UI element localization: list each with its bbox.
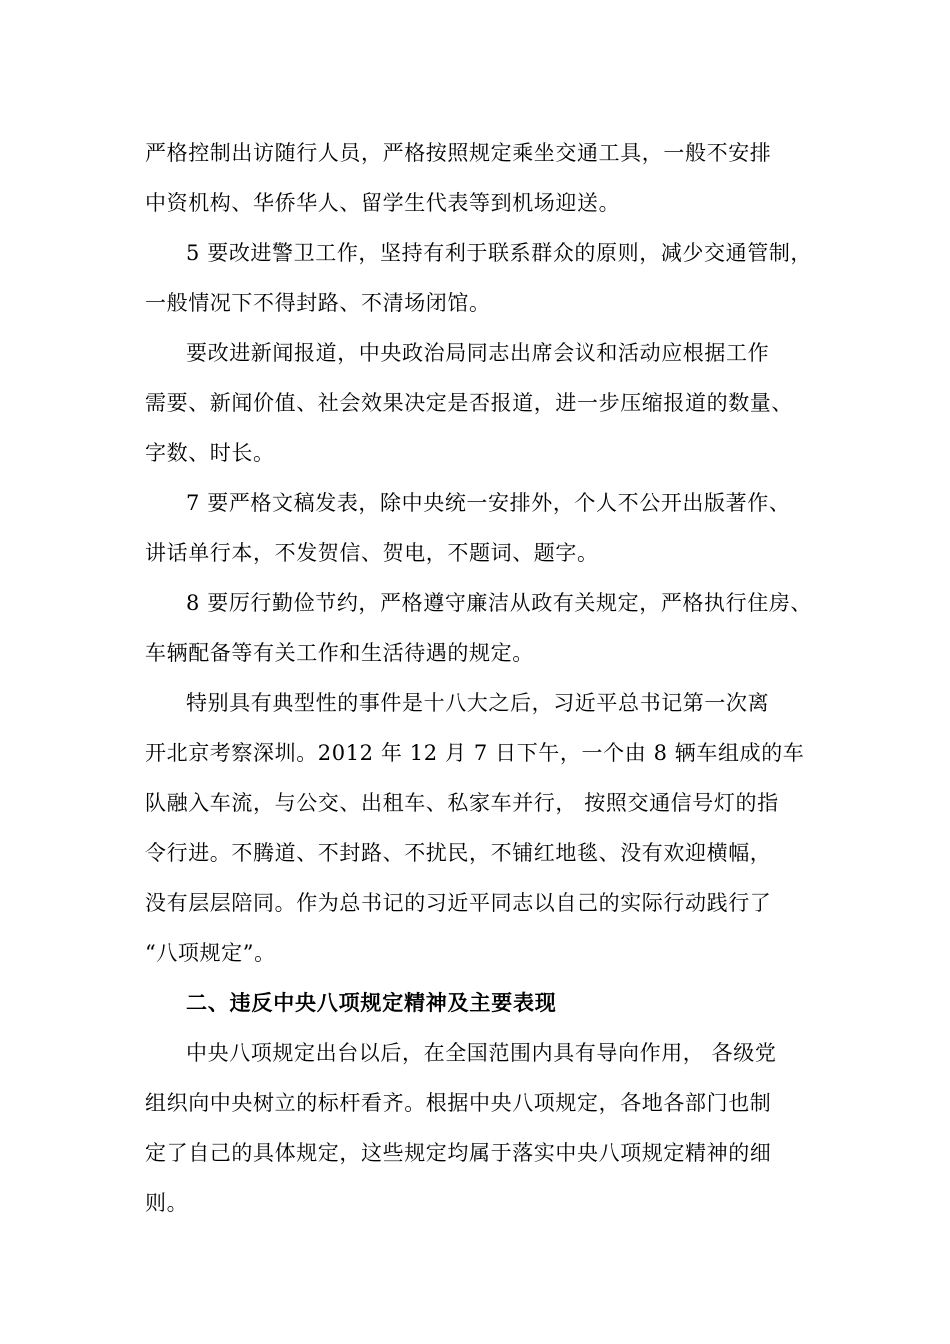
text-line: 令行进。不腾道、不封路、不扰民，不铺红地毯、没有欢迎横幅， (145, 841, 772, 865)
text-line: “八项规定”。 (145, 941, 276, 965)
text-line: 严格控制出访随行人员，严格按照规定乘坐交通工具，一般不安排 (145, 141, 772, 165)
text-line: 一般情况下不得封路、不清场闭馆。 (145, 291, 491, 315)
text-line: 队融入车流，与公交、出租车、私家车并行， 按照交通信号灯的指 (145, 791, 779, 815)
paragraph-section2-line: 中央八项规定出台以后，在全国范围内具有导向作用， 各级党 (186, 1041, 777, 1065)
text-line: 需要、新闻价值、社会效果决定是否报道，进一步压缩报道的数量、 (145, 391, 793, 415)
paragraph-5-line: 5 要改进警卫工作，坚持有利于联系群众的原则，减少交通管制， (186, 241, 813, 265)
text-line: 没有层层陪同。作为总书记的习近平同志以自己的实际行动践行了 (145, 891, 772, 915)
paragraph-7-line: 7 要严格文稿发表，除中央统一安排外，个人不公开出版著作、 (186, 491, 791, 515)
text-line: 组织向中央树立的标杆看齐。根据中央八项规定，各地各部门也制 (145, 1091, 772, 1115)
text-line: 讲话单行本，不发贺信、贺电，不题词、题字。 (145, 541, 599, 565)
text-line: 中资机构、华侨华人、留学生代表等到机场迎送。 (145, 191, 621, 215)
text-line: 则。 (145, 1191, 189, 1215)
section-heading: 二、违反中央八项规定精神及主要表现 (186, 990, 557, 1015)
text-line: 定了自己的具体规定，这些规定均属于落实中央八项规定精神的细 (145, 1141, 772, 1165)
paragraph-example-line: 特别具有典型性的事件是十八大之后，习近平总书记第一次离 (186, 691, 770, 715)
text-line: 开北京考察深圳。2012 年 12 月 7 日下午，一个由 8 辆车组成的车 (145, 741, 805, 765)
paragraph-8-line: 8 要厉行勤俭节约，严格遵守廉洁从政有关规定，严格执行住房、 (186, 591, 813, 615)
text-line: 车辆配备等有关工作和生活待遇的规定。 (145, 641, 534, 665)
paragraph-6-line: 要改进新闻报道，中央政治局同志出席会议和活动应根据工作 (186, 341, 770, 365)
text-line: 字数、时长。 (145, 441, 275, 465)
